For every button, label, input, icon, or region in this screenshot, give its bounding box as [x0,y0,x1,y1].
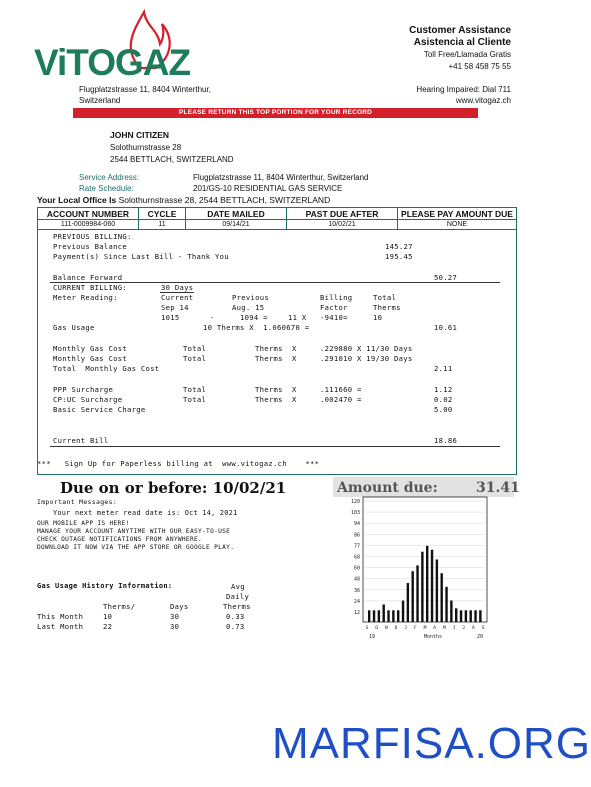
assistance-title-en: Customer Assistance [409,25,511,36]
chart-bar [412,571,414,622]
rate-schedule-label: Rate Schedule: [79,184,134,193]
website-link[interactable]: www.vitogaz.ch [455,96,511,105]
gas-usage-label: Gas Usage [53,323,95,332]
previous-balance-label: Previous Balance [53,242,128,251]
history-row-days: 30 [170,622,180,631]
cycle: 11 [139,220,186,230]
monthly-gas-cost-calc-1: .229880 X 11/30 Days [320,344,413,353]
hearing-impaired: Hearing Impaired: Dial 711 [416,85,511,94]
paperless-signup[interactable]: *** Sign Up for Paperless billing at www.vitogaz.ch *** [37,459,320,468]
balance-forward-label: Balance Forward [53,273,123,282]
chart-y-tick-label: 77 [353,543,360,550]
date-mailed: 09/14/21 [186,220,287,230]
chart-bar [373,610,375,622]
chart-y-tick-label: 94 [353,521,360,528]
please-pay-amount: NONE [398,220,517,230]
factor-value: -9410= [320,313,348,322]
chart-bar [455,608,457,622]
date-current: Sep 14 [161,303,189,312]
col-current: Current [161,293,194,302]
chart-y-tick-label: 120 [350,499,360,505]
chart-x-tick-label: D [394,626,398,631]
total-word-1: Total [183,344,207,353]
chart-bar [474,610,476,622]
chart-bar [416,565,418,622]
chart-bar [460,610,462,622]
cpuc-calc: .002470 = [320,395,362,404]
date-previous: Aug. 15 [232,303,265,312]
basic-service-label: Basic Service Charge [53,405,146,414]
phone-number[interactable]: +41 58 458 75 55 [448,62,511,71]
chart-x-tick-label: A [433,626,437,631]
usage-history-chart [335,491,492,641]
header-date-mailed: DATE MAILED [186,208,287,220]
service-address-label: Service Address: [79,173,140,182]
total-word-4: Total [183,395,207,404]
customer-city: 2544 BETTLACH, SWITZERLAND [110,155,234,164]
divider-line-2 [50,446,500,447]
chart-bar [368,610,370,622]
current-billing-title: CURRENT BILLING: [53,283,128,292]
total-monthly-gas-cost-label: Total Monthly Gas Cost [53,364,160,373]
chart-bar [402,601,404,622]
account-summary-table [37,207,517,230]
message-meter-read: Your next meter read date is: Oct 14, 2021 [53,509,238,517]
chart-y-tick-label: 24 [353,598,360,605]
chart-y-tick-label: 68 [353,554,360,561]
chart-x-label-right: 20 [476,634,483,640]
chart-x-tick-label: J [404,626,408,631]
basic-service-amount: 5.00 [434,405,453,414]
due-date-text: Due on or before: 10/02/21 [60,479,287,497]
company-logo: ViTOGAZ [34,42,191,83]
service-address: Flugplatzstrasse 11, 8404 Winterthur, Switzerland [193,173,369,182]
chart-bar [479,610,481,622]
therms-x-3: Therms X [255,385,297,394]
total-word-3: Total [183,385,207,394]
ppp-surcharge-label: PPP Surcharge [53,385,114,394]
header-account-number: ACCOUNT NUMBER [38,208,139,220]
history-row-label: Last Month [37,622,84,631]
chart-x-tick-label: O [375,626,379,631]
header-amount-due: PLEASE PAY AMOUNT DUE [398,208,517,220]
billing-days: 30 Days [161,283,194,292]
monthly-gas-cost-label-1: Monthly Gas Cost [53,344,128,353]
chart-bar [392,610,394,622]
rate-schedule: 201/GS-10 RESIDENTIAL GAS SERVICE [193,184,343,193]
factor-multiplier: 11 X [288,313,307,322]
chart-y-tick-label: 12 [353,610,360,616]
header-past-due: PAST DUE AFTER [287,208,398,220]
chart-y-tick-label: 36 [353,587,360,594]
header-cycle: CYCLE [139,208,186,220]
chart-bar [383,604,385,622]
chart-bar [445,587,447,622]
chart-bar [465,610,467,622]
chart-x-tick-label: N [384,626,388,631]
history-col-days: Days [170,602,189,611]
col-total: Total [373,293,397,302]
chart-plot-area [363,497,487,622]
chart-bar [470,610,472,622]
therms-x-2: Therms X [255,354,297,363]
chart-x-tick-label: A [471,626,475,631]
chart-bar [426,546,428,622]
cpuc-amount: 0.02 [434,395,453,404]
read-previous: 1094 = [240,313,268,322]
messages-title: Important Messages: [37,498,118,506]
chart-x-tick-label: F [413,626,417,631]
chart-x-label-mid: Months [423,634,443,640]
chart-bar [397,610,399,622]
chart-x-tick-label: S [365,626,369,631]
chart-y-tick-label: 48 [353,576,360,583]
monthly-gas-cost-calc-2: .291010 X 19/30 Days [320,354,413,363]
chart-bar [378,610,380,622]
chart-bar [436,560,438,623]
tollfree-label: Toll Free/Llamada Gratis [423,50,511,59]
meter-reading-label: Meter Reading: [53,293,118,302]
chart-bar [407,583,409,622]
local-office: Solothurnstrasse 28, 2544 BETTLACH, SWITZERLAND [118,195,331,205]
assistance-title-es: Asistencia al Cliente [413,37,511,48]
chart-bar [421,552,423,622]
history-col-avg-therms: Therms [223,602,251,611]
history-row-avg: 0.73 [226,622,245,631]
message-download: DOWNLOAD IT NOW VIA THE APP STORE OR GOOGLE PLAY. [37,544,235,551]
therms-x-4: Therms X [255,395,297,404]
chart-x-tick-label: M [442,626,446,631]
chart-y-tick-label: 60 [353,565,360,572]
col-therms: Therms [373,303,401,312]
chart-bar [387,610,389,622]
return-notice-bar: PLEASE RETURN THIS TOP PORTION FOR YOUR RECORD [73,108,478,118]
previous-balance: 145.27 [385,242,413,251]
history-avg-label: Avg [231,582,245,591]
chart-bar [450,601,452,622]
chart-x-tick-label: S [481,626,485,631]
company-address-line1: Flugplatzstrasse 11, 8404 Winterthur, [79,85,211,94]
current-bill-label: Current Bill [53,436,109,445]
previous-billing-title: PREVIOUS BILLING: [53,232,132,241]
amount-due-label: Amount due: [337,480,438,496]
payments-label: Payment(s) Since Last Bill - Thank You [53,252,229,261]
ppp-calc: .111660 = [320,385,362,394]
chart-y-tick-label: 103 [350,510,360,517]
chart-x-tick-label: J [452,626,456,631]
company-address-line2: Switzerland [79,96,121,105]
chart-x-label-left: 19 [369,634,376,640]
read-dash: - [210,313,215,322]
past-due-after: 10/02/21 [287,220,398,230]
history-row-avg: 0.33 [226,612,245,621]
message-app: OUR MOBILE APP IS HERE! [37,520,130,527]
payments-amount: 195.45 [385,252,413,261]
customer-street: Solothurnstrasse 28 [110,143,182,152]
amount-due-value: 31.41 [476,480,520,496]
cpuc-surcharge-label: CP:UC Surcharge [53,395,123,404]
history-title: Gas Usage History Information: [37,582,173,590]
chart-bar [441,573,443,622]
total-word-2: Total [183,354,207,363]
history-col-therms: Therms/ [103,602,136,611]
local-office-label: Your Local Office Is [37,195,117,205]
message-manage: MANAGE YOUR ACCOUNT ANYTIME WITH OUR EASY-TO-USE [37,528,231,535]
customer-name: JOHN CITIZEN [110,130,170,140]
history-daily-label: Daily [226,592,250,601]
col-previous: Previous [232,293,270,302]
message-outage: CHECK OUTAGE NOTIFICATIONS FROM ANYWHERE. [37,536,203,543]
col-factor: Factor [320,303,348,312]
chart-bar [431,550,433,622]
history-row-therms: 10 [103,612,113,621]
chart-y-tick-label: 86 [353,532,360,539]
current-bill-amount: 18.86 [434,436,458,445]
history-row-label: This Month [37,612,84,621]
read-current: 1015 [161,313,180,322]
watermark-brand: MARFISA.ORG [272,719,591,768]
chart-x-tick-label: M [423,626,427,631]
gas-usage-calc: 10 Therms X 1.060670 = [203,323,310,332]
total-monthly-gas-cost: 2.11 [434,364,453,373]
gas-usage-amount: 10.61 [434,323,458,332]
therms-total: 10 [373,313,383,322]
monthly-gas-cost-label-2: Monthly Gas Cost [53,354,128,363]
history-row-days: 30 [170,612,180,621]
col-billing: Billing [320,293,353,302]
therms-x-1: Therms X [255,344,297,353]
history-row-therms: 22 [103,622,113,631]
account-number: 111-0009984-060 [38,220,139,230]
balance-forward: 50.27 [434,273,458,282]
chart-x-tick-label: J [462,626,466,631]
ppp-amount: 1.12 [434,385,453,394]
